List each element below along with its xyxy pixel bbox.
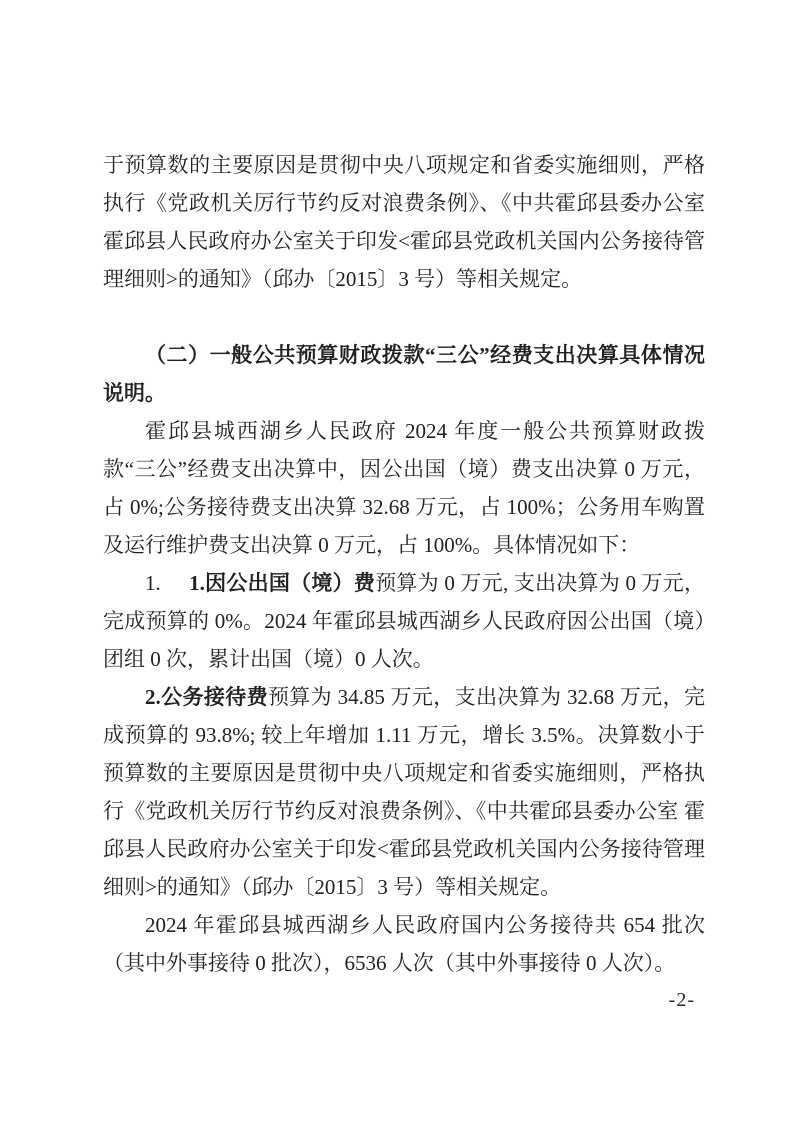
paragraph-continuation (103, 146, 705, 298)
section-heading (103, 336, 705, 412)
item-number: 1. (145, 571, 161, 595)
paragraph-text: 霍邱县城西湖乡人民政府 2024 年度一般公共预算财政拨款“三公”经费支出决算中，因公出国（境）费支出决算 0 万元，占 0%;公务接待费支出决算 32.68 万元，占 100%；公务用车购置及运行维护费支出决算 0 万元，占 100%。具体情况如下： (103, 419, 705, 557)
paragraph-item-1 (103, 564, 705, 678)
paragraph-text: 2024 年霍邱县城西湖乡人民政府国内公务接待共 654 批次（其中外事接待 0 批次），6536 人次（其中外事接待 0 人次）。 (103, 913, 705, 975)
page-number: -2- (668, 989, 695, 1011)
paragraph-text: 预算为 34.85 万元，支出决算为 32.68 万元，完成预算的 93.8%; 较上年增加 1.11 万元，增长 3.5%。决算数小于预算数的主要原因是贯彻中央八项规定和省委实施细则，严格执行《党政机关厉行节约反对浪费条例》、《中共霍邱县委办公室 霍邱县人民政府办公室关于印发<霍邱县党政机关国内公务接待管理细则>的通知》（邱办〔2015〕3 号）等相关规定。 (103, 685, 705, 899)
item-title: 2.公务接待费 (145, 685, 268, 709)
paragraph-item-2 (103, 678, 705, 906)
paragraph-reception-stats (103, 906, 705, 982)
item-title: 1.因公出国（境）费 (189, 571, 376, 595)
paragraph-text: 预算为 0 万元, 支出决算为 0 万元，完成预算的 0%。2024 年霍邱县城西湖乡人民政府因公出国（境）团组 0 次，累计出国（境）0 人次。 (103, 571, 706, 671)
section-heading-text: （二）一般公共预算财政拨款“三公”经费支出决算具体情况说明。 (103, 343, 705, 405)
paragraph-text: 于预算数的主要原因是贯彻中央八项规定和省委实施细则，严格执行《党政机关厉行节约反对浪费条例》、《中共霍邱县委办公室 霍邱县人民政府办公室关于印发<霍邱县党政机关国内公务接待管理细则>的通知》（邱办〔2015〕3 号）等相关规定。 (103, 153, 705, 291)
document-body (103, 146, 705, 982)
paragraph-summary (103, 412, 705, 564)
